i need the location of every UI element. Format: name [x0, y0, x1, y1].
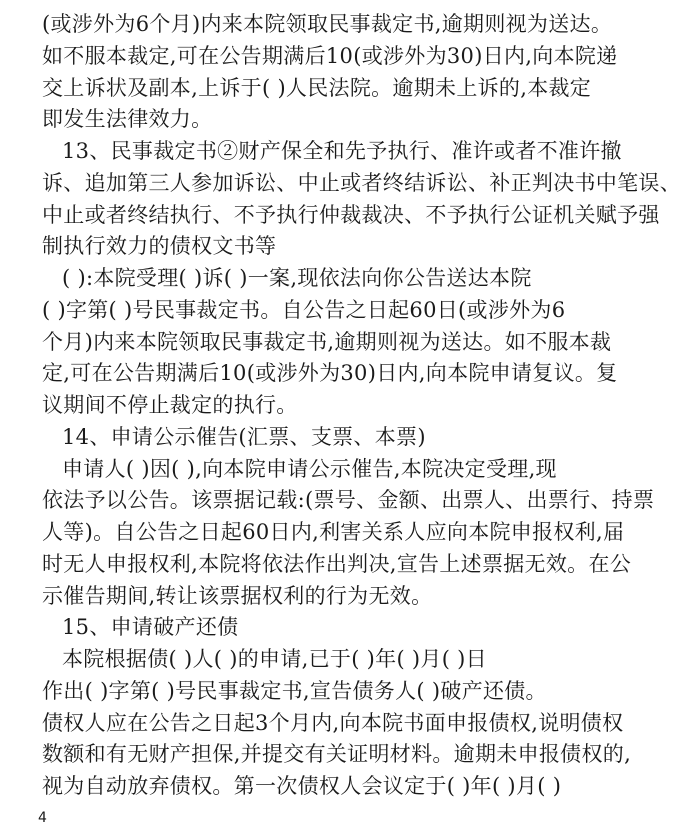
text-line: 依法予以公告。该票据记载:(票号、金额、出票人、出票行、持票 [42, 488, 655, 513]
text-line: (或涉外为6个月)内来本院领取民事裁定书,逾期则视为送达。 [42, 12, 613, 36]
text-line: 数额和有无财产担保,并提交有关证明材料。逾期未申报债权的, [42, 742, 632, 767]
text-line: 中止或者终结执行、不予执行仲裁裁决、不予执行公证机关赋予强 [42, 202, 660, 227]
text-line: 个月)内来本院领取民事裁定书,逾期则视为送达。如不服本裁 [42, 329, 612, 354]
text-line: 交上诉状及副本,上诉于( )人民法院。逾期未上诉的,本裁定 [42, 75, 592, 100]
text-line: 即发生法律效力。 [42, 107, 213, 132]
text-line: 视为自动放弃债权。第一次债权人会议定于( )年( )月( ) [42, 774, 562, 798]
text-line: 定,可在公告期满后10(或涉外为30)日内,向本院申请复议。复 [42, 361, 618, 386]
text-line: ( ):本院受理( )诉( )一案,现依法向你公告送达本院 [62, 266, 532, 290]
text-line: ( )字第( )号民事裁定书。自公告之日起60日(或涉外为6 [42, 297, 566, 322]
text-line: 示催告期间,转让该票据权利的行为无效。 [42, 583, 433, 608]
page-number: 4 [38, 810, 47, 826]
text-line: 作出( )字第( )号民事裁定书,宣告债务人( )破产还债。 [42, 678, 547, 703]
text-line: 制执行效力的债权文书等 [42, 234, 277, 259]
text-line: 诉、追加第三人参加诉讼、中止或者终结诉讼、补正判决书中笔误、 [42, 170, 681, 195]
text-line: 本院根据债( )人( )的申请,已于( )年( )月( )日 [62, 647, 487, 671]
text-line: 议期间不停止裁定的执行。 [42, 393, 298, 417]
text-line: 申请人( )因( ),向本院申请公示催告,本院决定受理,现 [62, 456, 557, 481]
section-heading-14: 14、申请公示催告(汇票、支票、本票) [62, 424, 426, 449]
text-line: 时无人申报权利,本院将依法作出判决,宣告上述票据无效。在公 [42, 551, 632, 576]
section-heading-13: 13、民事裁定书②财产保全和先予执行、准许或者不准许撤 [62, 139, 622, 163]
text-line: 债权人应在公告之日起3个月内,向本院书面申报债权,说明债权 [42, 710, 624, 735]
section-heading-15: 15、申请破产还债 [62, 615, 239, 640]
text-line: 人等)。自公告之日起60日内,利害关系人应向本院申报权利,届 [42, 520, 625, 544]
text-line: 如不服本裁定,可在公告期满后10(或涉外为30)日内,向本院递 [42, 43, 618, 68]
